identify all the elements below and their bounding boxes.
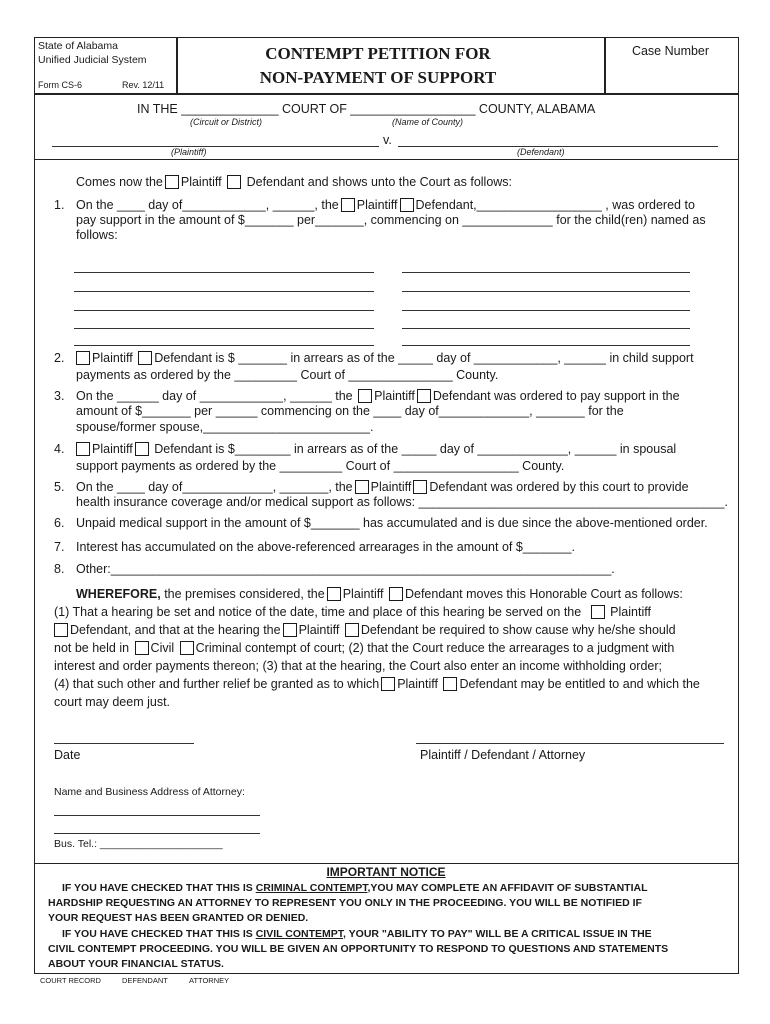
footer-defendant: DEFENDANT	[122, 976, 168, 985]
court-line[interactable]: IN THE ______________ COURT OF __________________ COUNTY, ALABAMA	[137, 102, 596, 116]
versus: v.	[383, 133, 392, 147]
notice-p2-line1	[62, 928, 652, 940]
wherefore-line3	[54, 623, 676, 637]
intro-plaintiff-label: Plaintiff	[180, 175, 222, 189]
footer-attorney: ATTORNEY	[189, 976, 230, 985]
item-4-defendant-checkbox[interactable]	[135, 442, 149, 456]
item-4-defendant-label: Defendant is $________ in arrears as of the _____ day of _____________, ______ in spousal	[154, 442, 677, 456]
footer-court-record: COURT RECORD	[40, 976, 101, 985]
item-3-text: On the ______ day of ____________, ______ the	[76, 389, 353, 403]
wherefore-line1	[76, 587, 683, 601]
revision: Rev. 12/11	[122, 80, 165, 90]
notice-p1-line3: YOUR REQUEST HAS BEEN GRANTED OR DENIED.	[48, 912, 309, 924]
item-2-line2: payments as ordered by the _________ Court of _______________ County.	[76, 368, 499, 382]
show-cause-defendant-checkbox[interactable]	[345, 623, 359, 637]
notice-p2-text2: , YOUR "ABILITY TO PAY" WILL BE A CRITICAL ISSUE IN THE	[343, 928, 652, 940]
hearing-plaintiff-label: Plaintiff	[610, 605, 651, 619]
relief-text: (4) that such other and further relief be granted as to which	[54, 677, 380, 691]
item-8-number: 8.	[54, 562, 65, 576]
item-3-line2: amount of $_______ per ______ commencing on the ____ day of_____________, _______ for the	[76, 404, 624, 418]
item-3-plaintiff-label: Plaintiff	[374, 389, 415, 403]
item-1-line1	[76, 198, 695, 212]
item-5-defendant-label: Defendant was ordered by this court to provide	[429, 480, 689, 494]
item-5-line2: health insurance coverage and/or medical support as follows: ____________________________________________.	[76, 495, 728, 509]
notice-civil-contempt: CIVIL CONTEMPT	[255, 928, 343, 940]
signature-line[interactable]	[416, 743, 724, 744]
item-1-defendant-label: Defendant,__________________ , was ordered to	[415, 198, 695, 212]
wherefore-heading: WHEREFORE,	[76, 587, 161, 601]
relief-plaintiff-label: Plaintiff	[397, 677, 438, 691]
notice-p1-text: IF YOU HAVE CHECKED THAT THIS IS	[62, 882, 253, 894]
child-line[interactable]	[74, 291, 374, 292]
item-1-number: 1.	[54, 198, 65, 212]
item-4-line2: support payments as ordered by the _________ Court of __________________ County.	[76, 459, 565, 473]
attorney-line[interactable]	[54, 833, 260, 834]
show-cause-defendant-label: Defendant be required to show cause why he/she should	[360, 623, 676, 637]
intro-defendant-checkbox[interactable]	[227, 175, 241, 189]
notice-divider	[34, 863, 738, 864]
notice-p2-text: IF YOU HAVE CHECKED THAT THIS IS	[62, 928, 253, 940]
state-label: State of Alabama	[38, 40, 118, 52]
child-line[interactable]	[74, 345, 374, 346]
notice-criminal-contempt: CRIMINAL CONTEMPT	[255, 882, 368, 894]
criminal-contempt-checkbox[interactable]	[180, 641, 194, 655]
item-1-plaintiff-checkbox[interactable]	[341, 198, 355, 212]
item-1-line2: pay support in the amount of $_______ per_______, commencing on _____________ for the child(ren) named as	[76, 213, 706, 227]
item-2-line1	[74, 351, 694, 365]
item-8-text: Other:________________________________________________________________________.	[76, 562, 615, 576]
intro-defendant-label: Defendant and shows unto the Court as follows:	[246, 175, 513, 189]
item-2-defendant-label: Defendant is $ _______ in arrears as of the _____ day of ____________, ______ in child support	[154, 351, 694, 365]
county-hint: (Name of County)	[392, 117, 464, 127]
item-3-plaintiff-checkbox[interactable]	[358, 389, 372, 403]
relief-plaintiff-checkbox[interactable]	[381, 677, 395, 691]
attorney-line[interactable]	[54, 815, 260, 816]
form-number: Form CS-6	[38, 80, 83, 90]
case-number-label: Case Number	[631, 44, 710, 58]
item-5-line1	[76, 480, 689, 494]
item-3-line3: spouse/former spouse,________________________.	[76, 420, 374, 434]
date-label: Date	[54, 748, 81, 762]
item-4-line1	[74, 442, 676, 456]
item-6-text: Unpaid medical support in the amount of $_______ has accumulated and is due since the above-mentioned order.	[76, 516, 708, 530]
intro	[76, 175, 512, 189]
child-line[interactable]	[74, 272, 374, 273]
item-3-defendant-label: Defendant was ordered to pay support in the	[432, 389, 680, 403]
relief-defendant-checkbox[interactable]	[443, 677, 457, 691]
intro-plaintiff-checkbox[interactable]	[165, 175, 179, 189]
form-title-line2: NON-PAYMENT OF SUPPORT	[259, 68, 497, 87]
hearing-defendant-label: Defendant, and that at the hearing the	[70, 623, 281, 637]
attorney-label: Name and Business Address of Attorney:	[54, 786, 245, 798]
item-4-number: 4.	[54, 442, 65, 456]
signature-label: Plaintiff / Defendant / Attorney	[420, 748, 586, 762]
item-2-plaintiff-label: Plaintiff	[92, 351, 133, 365]
notice-heading: IMPORTANT NOTICE	[326, 865, 446, 879]
civil-contempt-label: Civil	[150, 641, 175, 655]
wherefore-line6	[54, 677, 700, 691]
item-6-number: 6.	[54, 516, 65, 530]
child-line[interactable]	[402, 345, 690, 346]
child-line[interactable]	[402, 272, 690, 273]
child-line[interactable]	[74, 310, 374, 311]
hearing-plaintiff-checkbox[interactable]	[591, 605, 605, 619]
plaintiff-name-line[interactable]	[52, 146, 379, 147]
wherefore-line5: interest and order payments thereon; (3) that at the hearing, the Court also enter an income withholding order;	[54, 659, 662, 673]
item-5-plaintiff-label: Plaintiff	[370, 480, 412, 494]
item-1-plaintiff-label: Plaintiff	[356, 198, 398, 212]
business-tel[interactable]: Bus. Tel.: _____________________	[54, 838, 223, 850]
notice-p1-text2: ,YOU MAY COMPLETE AN AFFIDAVIT OF SUBSTANTIAL	[367, 882, 648, 894]
item-5-text: On the ____ day of_____________, _______, the	[76, 480, 353, 494]
notice-p2-line2: CIVIL CONTEMPT PROCEEDING. YOU WILL BE GIVEN AN OPPORTUNITY TO RESPOND TO QUESTIONS AND STATEMENTS	[48, 943, 669, 955]
form-title-line1: CONTEMPT PETITION FOR	[265, 44, 491, 63]
item-5-plaintiff-checkbox[interactable]	[355, 480, 369, 494]
defendant-hint: (Defendant)	[517, 147, 565, 157]
wherefore-line7: court may deem just.	[54, 695, 171, 709]
item-4-plaintiff-checkbox[interactable]	[76, 442, 90, 456]
show-cause-plaintiff-label: Plaintiff	[298, 623, 340, 637]
system-label: Unified Judicial System	[38, 54, 147, 66]
item-1-text: On the ____ day of____________, ______, the	[76, 198, 339, 212]
item-3-number: 3.	[54, 389, 65, 403]
item-2-defendant-checkbox[interactable]	[138, 351, 152, 365]
wherefore-plaintiff-label: Plaintiff	[342, 587, 384, 601]
criminal-contempt-label: Criminal contempt of court; (2) that the Court reduce the arrearages to a judgment with	[195, 641, 675, 655]
wherefore-text: the premises considered, the	[160, 587, 325, 601]
date-line[interactable]	[54, 743, 194, 744]
child-line[interactable]	[402, 291, 690, 292]
notice-p1-line1	[62, 882, 648, 894]
plaintiff-hint: (Plaintiff)	[171, 147, 207, 157]
item-7-text: Interest has accumulated on the above-referenced arrearages in the amount of $_______.	[76, 540, 575, 554]
notice-p2-line3: ABOUT YOUR FINANCIAL STATUS.	[48, 958, 224, 970]
notice-p1-line2: HARDSHIP REQUESTING AN ATTORNEY TO REPRESENT YOU ONLY IN THE PROCEEDING. YOU WILL BE NOTIFIED IF	[48, 897, 642, 909]
wherefore-plaintiff-checkbox[interactable]	[327, 587, 341, 601]
civil-contempt-checkbox[interactable]	[135, 641, 149, 655]
item-2-plaintiff-checkbox[interactable]	[76, 351, 90, 365]
show-cause-plaintiff-checkbox[interactable]	[283, 623, 297, 637]
item-3-defendant-checkbox[interactable]	[417, 389, 431, 403]
item-2-number: 2.	[54, 351, 65, 365]
item-3-line1	[76, 389, 680, 403]
wherefore-defendant-label: Defendant moves this Honorable Court as follows:	[404, 587, 683, 601]
wherefore-line4	[54, 641, 674, 655]
item-5-number: 5.	[54, 480, 65, 494]
wherefore-hearing-text: (1) That a hearing be set and notice of the date, time and place of this hearing be served on the	[54, 605, 582, 619]
item-1-line3: follows:	[76, 228, 118, 242]
item-1-defendant-checkbox[interactable]	[400, 198, 414, 212]
hearing-defendant-checkbox[interactable]	[54, 623, 68, 637]
item-5-defendant-checkbox[interactable]	[413, 480, 427, 494]
item-4-plaintiff-label: Plaintiff	[92, 442, 133, 456]
wherefore-defendant-checkbox[interactable]	[389, 587, 403, 601]
contempt-text: not be held in	[54, 641, 130, 655]
wherefore-line2	[54, 605, 651, 619]
intro-text: Comes now the	[76, 175, 163, 189]
circuit-hint: (Circuit or District)	[190, 117, 262, 127]
child-line[interactable]	[402, 310, 690, 311]
item-7-number: 7.	[54, 540, 65, 554]
relief-defendant-label: Defendant may be entitled to and which the	[459, 677, 700, 691]
child-line[interactable]	[402, 328, 690, 329]
child-line[interactable]	[74, 328, 374, 329]
